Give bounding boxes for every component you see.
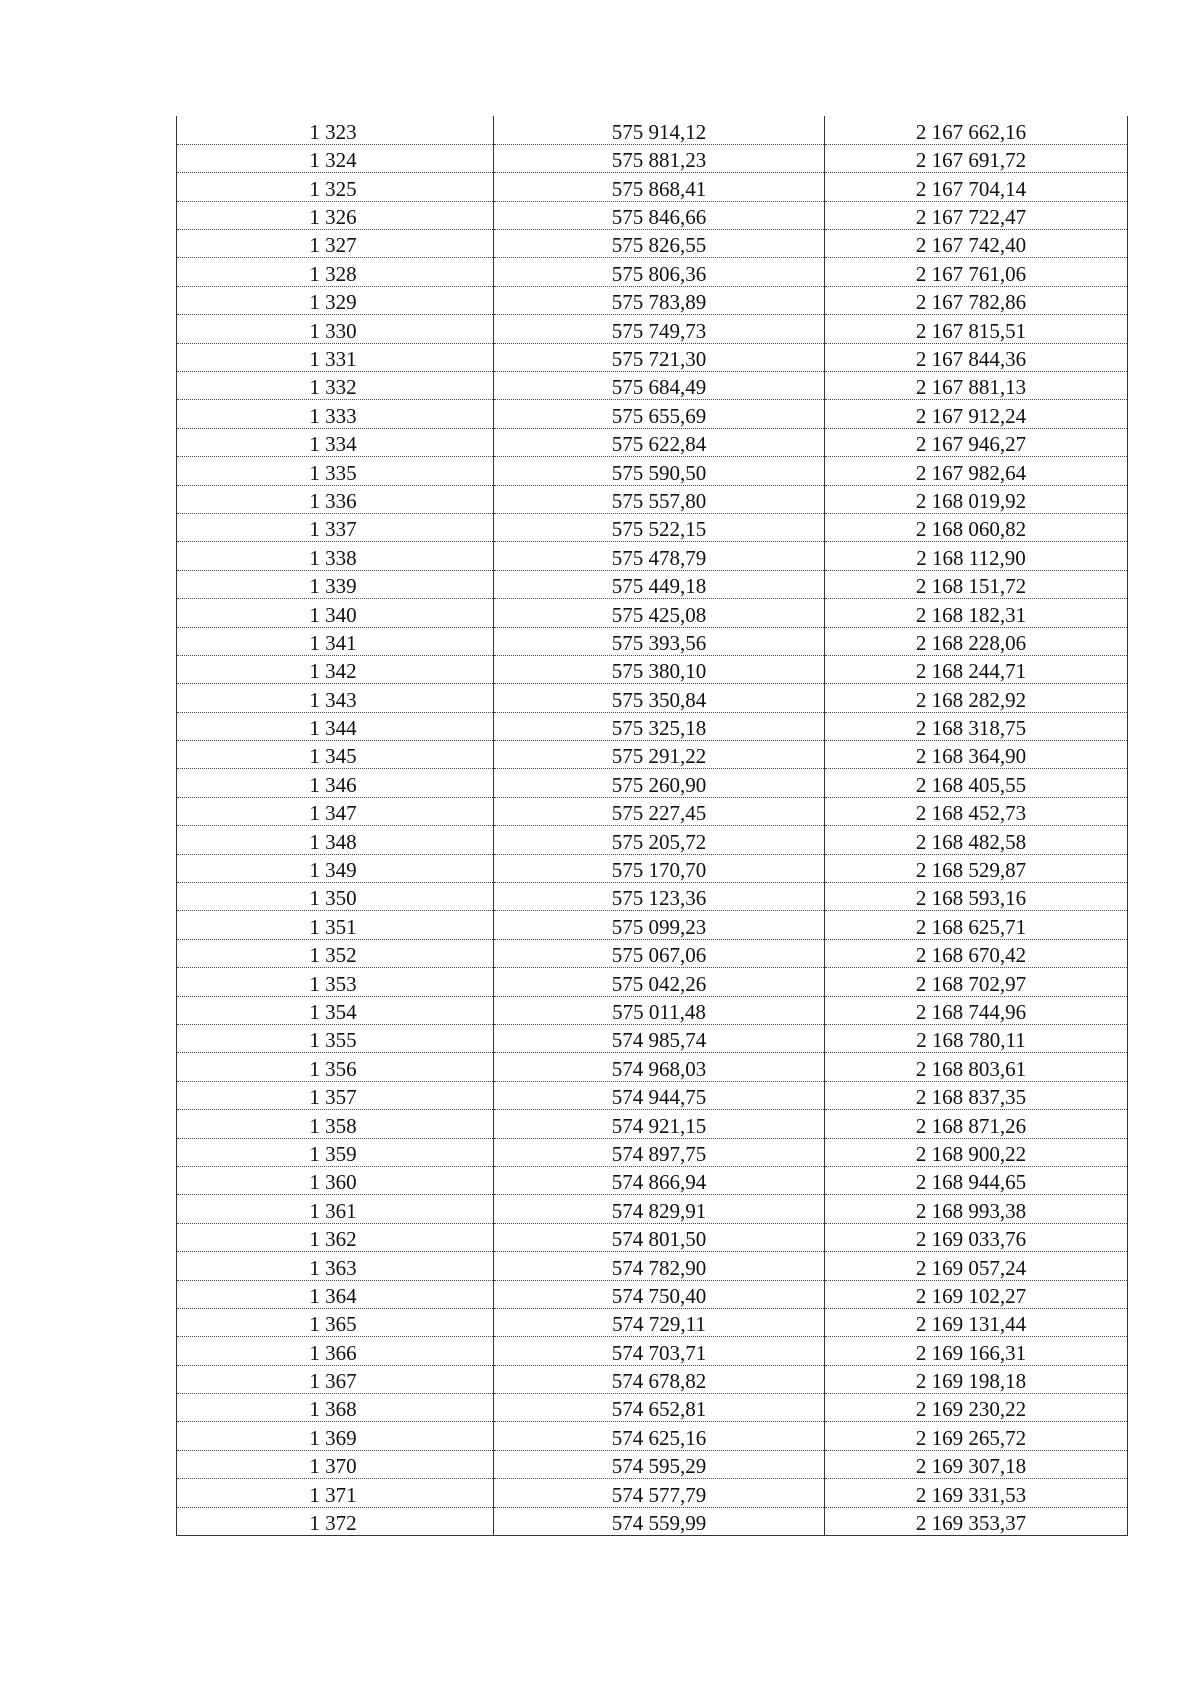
y-coordinate-cell: 2 168 019,92 bbox=[825, 485, 1128, 513]
y-coordinate-cell: 2 168 744,96 bbox=[825, 996, 1128, 1024]
point-number-cell: 1 366 bbox=[177, 1337, 494, 1365]
y-coordinate-cell: 2 168 151,72 bbox=[825, 570, 1128, 598]
y-coordinate-cell: 2 169 307,18 bbox=[825, 1450, 1128, 1478]
table-row bbox=[177, 116, 1128, 144]
table-row bbox=[177, 1365, 1128, 1393]
y-coordinate-cell: 2 169 331,53 bbox=[825, 1479, 1128, 1507]
point-number-cell: 1 358 bbox=[177, 1110, 494, 1138]
y-coordinate-cell: 2 169 166,31 bbox=[825, 1337, 1128, 1365]
point-number-cell: 1 350 bbox=[177, 883, 494, 911]
y-coordinate-cell: 2 169 033,76 bbox=[825, 1223, 1128, 1251]
x-coordinate-cell: 574 944,75 bbox=[494, 1081, 825, 1109]
table-row bbox=[177, 627, 1128, 655]
x-coordinate-cell: 574 625,16 bbox=[494, 1422, 825, 1450]
table-row bbox=[177, 1280, 1128, 1308]
table-row bbox=[177, 1394, 1128, 1422]
table-row bbox=[177, 1479, 1128, 1507]
x-coordinate-cell: 574 729,11 bbox=[494, 1308, 825, 1336]
point-number-cell: 1 344 bbox=[177, 712, 494, 740]
point-number-cell: 1 323 bbox=[177, 116, 494, 144]
table-row bbox=[177, 1450, 1128, 1478]
table-row bbox=[177, 542, 1128, 570]
point-number-cell: 1 369 bbox=[177, 1422, 494, 1450]
table-row bbox=[177, 343, 1128, 371]
table-row bbox=[177, 655, 1128, 683]
point-number-cell: 1 360 bbox=[177, 1166, 494, 1194]
table-row bbox=[177, 286, 1128, 314]
x-coordinate-cell: 575 380,10 bbox=[494, 655, 825, 683]
x-coordinate-cell: 575 721,30 bbox=[494, 343, 825, 371]
x-coordinate-cell: 575 042,26 bbox=[494, 968, 825, 996]
x-coordinate-cell: 575 684,49 bbox=[494, 372, 825, 400]
x-coordinate-cell: 575 557,80 bbox=[494, 485, 825, 513]
x-coordinate-cell: 575 393,56 bbox=[494, 627, 825, 655]
y-coordinate-cell: 2 168 452,73 bbox=[825, 797, 1128, 825]
point-number-cell: 1 357 bbox=[177, 1081, 494, 1109]
point-number-cell: 1 346 bbox=[177, 769, 494, 797]
point-number-cell: 1 333 bbox=[177, 400, 494, 428]
x-coordinate-cell: 574 829,91 bbox=[494, 1195, 825, 1223]
y-coordinate-cell: 2 168 900,22 bbox=[825, 1138, 1128, 1166]
y-coordinate-cell: 2 168 182,31 bbox=[825, 599, 1128, 627]
y-coordinate-cell: 2 168 282,92 bbox=[825, 684, 1128, 712]
y-coordinate-cell: 2 168 228,06 bbox=[825, 627, 1128, 655]
y-coordinate-cell: 2 168 244,71 bbox=[825, 655, 1128, 683]
y-coordinate-cell: 2 167 946,27 bbox=[825, 428, 1128, 456]
point-number-cell: 1 372 bbox=[177, 1507, 494, 1535]
x-coordinate-cell: 574 985,74 bbox=[494, 1025, 825, 1053]
x-coordinate-cell: 575 881,23 bbox=[494, 144, 825, 172]
y-coordinate-cell: 2 168 593,16 bbox=[825, 883, 1128, 911]
point-number-cell: 1 356 bbox=[177, 1053, 494, 1081]
coordinates-table bbox=[176, 116, 1128, 1536]
y-coordinate-cell: 2 168 993,38 bbox=[825, 1195, 1128, 1223]
y-coordinate-cell: 2 167 761,06 bbox=[825, 258, 1128, 286]
point-number-cell: 1 330 bbox=[177, 315, 494, 343]
table-row bbox=[177, 570, 1128, 598]
x-coordinate-cell: 575 260,90 bbox=[494, 769, 825, 797]
point-number-cell: 1 348 bbox=[177, 826, 494, 854]
point-number-cell: 1 324 bbox=[177, 144, 494, 172]
point-number-cell: 1 345 bbox=[177, 741, 494, 769]
y-coordinate-cell: 2 168 837,35 bbox=[825, 1081, 1128, 1109]
y-coordinate-cell: 2 167 982,64 bbox=[825, 457, 1128, 485]
table-row bbox=[177, 1195, 1128, 1223]
point-number-cell: 1 362 bbox=[177, 1223, 494, 1251]
point-number-cell: 1 351 bbox=[177, 911, 494, 939]
point-number-cell: 1 332 bbox=[177, 372, 494, 400]
y-coordinate-cell: 2 168 803,61 bbox=[825, 1053, 1128, 1081]
table-row bbox=[177, 1223, 1128, 1251]
table-row bbox=[177, 1337, 1128, 1365]
point-number-cell: 1 364 bbox=[177, 1280, 494, 1308]
x-coordinate-cell: 574 559,99 bbox=[494, 1507, 825, 1535]
point-number-cell: 1 342 bbox=[177, 655, 494, 683]
point-number-cell: 1 334 bbox=[177, 428, 494, 456]
x-coordinate-cell: 575 622,84 bbox=[494, 428, 825, 456]
point-number-cell: 1 338 bbox=[177, 542, 494, 570]
x-coordinate-cell: 574 897,75 bbox=[494, 1138, 825, 1166]
point-number-cell: 1 368 bbox=[177, 1394, 494, 1422]
x-coordinate-cell: 575 590,50 bbox=[494, 457, 825, 485]
point-number-cell: 1 336 bbox=[177, 485, 494, 513]
x-coordinate-cell: 575 826,55 bbox=[494, 230, 825, 258]
table-row bbox=[177, 372, 1128, 400]
table-row bbox=[177, 911, 1128, 939]
x-coordinate-cell: 574 703,71 bbox=[494, 1337, 825, 1365]
y-coordinate-cell: 2 169 057,24 bbox=[825, 1252, 1128, 1280]
y-coordinate-cell: 2 168 482,58 bbox=[825, 826, 1128, 854]
y-coordinate-cell: 2 167 844,36 bbox=[825, 343, 1128, 371]
x-coordinate-cell: 574 652,81 bbox=[494, 1394, 825, 1422]
table-row bbox=[177, 230, 1128, 258]
table-row bbox=[177, 996, 1128, 1024]
table-row bbox=[177, 854, 1128, 882]
table-row bbox=[177, 939, 1128, 967]
y-coordinate-cell: 2 167 662,16 bbox=[825, 116, 1128, 144]
point-number-cell: 1 371 bbox=[177, 1479, 494, 1507]
x-coordinate-cell: 574 782,90 bbox=[494, 1252, 825, 1280]
y-coordinate-cell: 2 168 318,75 bbox=[825, 712, 1128, 740]
y-coordinate-cell: 2 169 102,27 bbox=[825, 1280, 1128, 1308]
table-row bbox=[177, 968, 1128, 996]
x-coordinate-cell: 575 655,69 bbox=[494, 400, 825, 428]
y-coordinate-cell: 2 167 815,51 bbox=[825, 315, 1128, 343]
x-coordinate-cell: 575 868,41 bbox=[494, 173, 825, 201]
point-number-cell: 1 340 bbox=[177, 599, 494, 627]
y-coordinate-cell: 2 167 704,14 bbox=[825, 173, 1128, 201]
point-number-cell: 1 367 bbox=[177, 1365, 494, 1393]
y-coordinate-cell: 2 169 230,22 bbox=[825, 1394, 1128, 1422]
x-coordinate-cell: 575 170,70 bbox=[494, 854, 825, 882]
y-coordinate-cell: 2 168 405,55 bbox=[825, 769, 1128, 797]
point-number-cell: 1 365 bbox=[177, 1308, 494, 1336]
y-coordinate-cell: 2 168 112,90 bbox=[825, 542, 1128, 570]
table-row bbox=[177, 457, 1128, 485]
point-number-cell: 1 363 bbox=[177, 1252, 494, 1280]
table-row bbox=[177, 826, 1128, 854]
point-number-cell: 1 347 bbox=[177, 797, 494, 825]
table-row bbox=[177, 1053, 1128, 1081]
x-coordinate-cell: 574 577,79 bbox=[494, 1479, 825, 1507]
table-row bbox=[177, 797, 1128, 825]
table-row bbox=[177, 599, 1128, 627]
point-number-cell: 1 349 bbox=[177, 854, 494, 882]
y-coordinate-cell: 2 167 742,40 bbox=[825, 230, 1128, 258]
x-coordinate-cell: 575 227,45 bbox=[494, 797, 825, 825]
x-coordinate-cell: 575 350,84 bbox=[494, 684, 825, 712]
x-coordinate-cell: 575 291,22 bbox=[494, 741, 825, 769]
point-number-cell: 1 337 bbox=[177, 513, 494, 541]
point-number-cell: 1 339 bbox=[177, 570, 494, 598]
x-coordinate-cell: 575 806,36 bbox=[494, 258, 825, 286]
table-row bbox=[177, 1252, 1128, 1280]
y-coordinate-cell: 2 168 780,11 bbox=[825, 1025, 1128, 1053]
point-number-cell: 1 329 bbox=[177, 286, 494, 314]
point-number-cell: 1 331 bbox=[177, 343, 494, 371]
table-row bbox=[177, 144, 1128, 172]
point-number-cell: 1 343 bbox=[177, 684, 494, 712]
x-coordinate-cell: 574 801,50 bbox=[494, 1223, 825, 1251]
table-row bbox=[177, 1138, 1128, 1166]
x-coordinate-cell: 575 123,36 bbox=[494, 883, 825, 911]
y-coordinate-cell: 2 168 670,42 bbox=[825, 939, 1128, 967]
x-coordinate-cell: 575 099,23 bbox=[494, 911, 825, 939]
table-row bbox=[177, 883, 1128, 911]
x-coordinate-cell: 574 678,82 bbox=[494, 1365, 825, 1393]
point-number-cell: 1 341 bbox=[177, 627, 494, 655]
table-row bbox=[177, 201, 1128, 229]
point-number-cell: 1 361 bbox=[177, 1195, 494, 1223]
table-row bbox=[177, 485, 1128, 513]
table-row bbox=[177, 173, 1128, 201]
y-coordinate-cell: 2 168 060,82 bbox=[825, 513, 1128, 541]
table-row bbox=[177, 769, 1128, 797]
y-coordinate-cell: 2 168 364,90 bbox=[825, 741, 1128, 769]
point-number-cell: 1 354 bbox=[177, 996, 494, 1024]
y-coordinate-cell: 2 169 265,72 bbox=[825, 1422, 1128, 1450]
table-row bbox=[177, 1422, 1128, 1450]
x-coordinate-cell: 574 750,40 bbox=[494, 1280, 825, 1308]
x-coordinate-cell: 575 783,89 bbox=[494, 286, 825, 314]
y-coordinate-cell: 2 169 131,44 bbox=[825, 1308, 1128, 1336]
point-number-cell: 1 325 bbox=[177, 173, 494, 201]
point-number-cell: 1 353 bbox=[177, 968, 494, 996]
x-coordinate-cell: 574 968,03 bbox=[494, 1053, 825, 1081]
table-row bbox=[177, 684, 1128, 712]
x-coordinate-cell: 575 011,48 bbox=[494, 996, 825, 1024]
table-row bbox=[177, 1308, 1128, 1336]
table-row bbox=[177, 1507, 1128, 1535]
point-number-cell: 1 327 bbox=[177, 230, 494, 258]
y-coordinate-cell: 2 167 782,86 bbox=[825, 286, 1128, 314]
table-row bbox=[177, 428, 1128, 456]
y-coordinate-cell: 2 167 912,24 bbox=[825, 400, 1128, 428]
y-coordinate-cell: 2 168 871,26 bbox=[825, 1110, 1128, 1138]
point-number-cell: 1 359 bbox=[177, 1138, 494, 1166]
x-coordinate-cell: 574 595,29 bbox=[494, 1450, 825, 1478]
y-coordinate-cell: 2 169 353,37 bbox=[825, 1507, 1128, 1535]
point-number-cell: 1 328 bbox=[177, 258, 494, 286]
x-coordinate-cell: 575 067,06 bbox=[494, 939, 825, 967]
point-number-cell: 1 352 bbox=[177, 939, 494, 967]
table-row bbox=[177, 741, 1128, 769]
x-coordinate-cell: 575 522,15 bbox=[494, 513, 825, 541]
x-coordinate-cell: 575 749,73 bbox=[494, 315, 825, 343]
y-coordinate-cell: 2 167 881,13 bbox=[825, 372, 1128, 400]
table-row bbox=[177, 513, 1128, 541]
coordinates-table-body bbox=[177, 116, 1128, 1536]
x-coordinate-cell: 575 205,72 bbox=[494, 826, 825, 854]
x-coordinate-cell: 574 866,94 bbox=[494, 1166, 825, 1194]
x-coordinate-cell: 575 846,66 bbox=[494, 201, 825, 229]
x-coordinate-cell: 575 914,12 bbox=[494, 116, 825, 144]
point-number-cell: 1 326 bbox=[177, 201, 494, 229]
table-row bbox=[177, 1025, 1128, 1053]
x-coordinate-cell: 575 425,08 bbox=[494, 599, 825, 627]
table-row bbox=[177, 400, 1128, 428]
table-row bbox=[177, 315, 1128, 343]
table-row bbox=[177, 1166, 1128, 1194]
table-row bbox=[177, 1081, 1128, 1109]
y-coordinate-cell: 2 167 722,47 bbox=[825, 201, 1128, 229]
y-coordinate-cell: 2 168 702,97 bbox=[825, 968, 1128, 996]
table-row bbox=[177, 1110, 1128, 1138]
y-coordinate-cell: 2 169 198,18 bbox=[825, 1365, 1128, 1393]
y-coordinate-cell: 2 168 625,71 bbox=[825, 911, 1128, 939]
point-number-cell: 1 335 bbox=[177, 457, 494, 485]
x-coordinate-cell: 574 921,15 bbox=[494, 1110, 825, 1138]
table-row bbox=[177, 712, 1128, 740]
x-coordinate-cell: 575 325,18 bbox=[494, 712, 825, 740]
x-coordinate-cell: 575 478,79 bbox=[494, 542, 825, 570]
y-coordinate-cell: 2 167 691,72 bbox=[825, 144, 1128, 172]
table-row bbox=[177, 258, 1128, 286]
point-number-cell: 1 355 bbox=[177, 1025, 494, 1053]
y-coordinate-cell: 2 168 529,87 bbox=[825, 854, 1128, 882]
point-number-cell: 1 370 bbox=[177, 1450, 494, 1478]
y-coordinate-cell: 2 168 944,65 bbox=[825, 1166, 1128, 1194]
x-coordinate-cell: 575 449,18 bbox=[494, 570, 825, 598]
